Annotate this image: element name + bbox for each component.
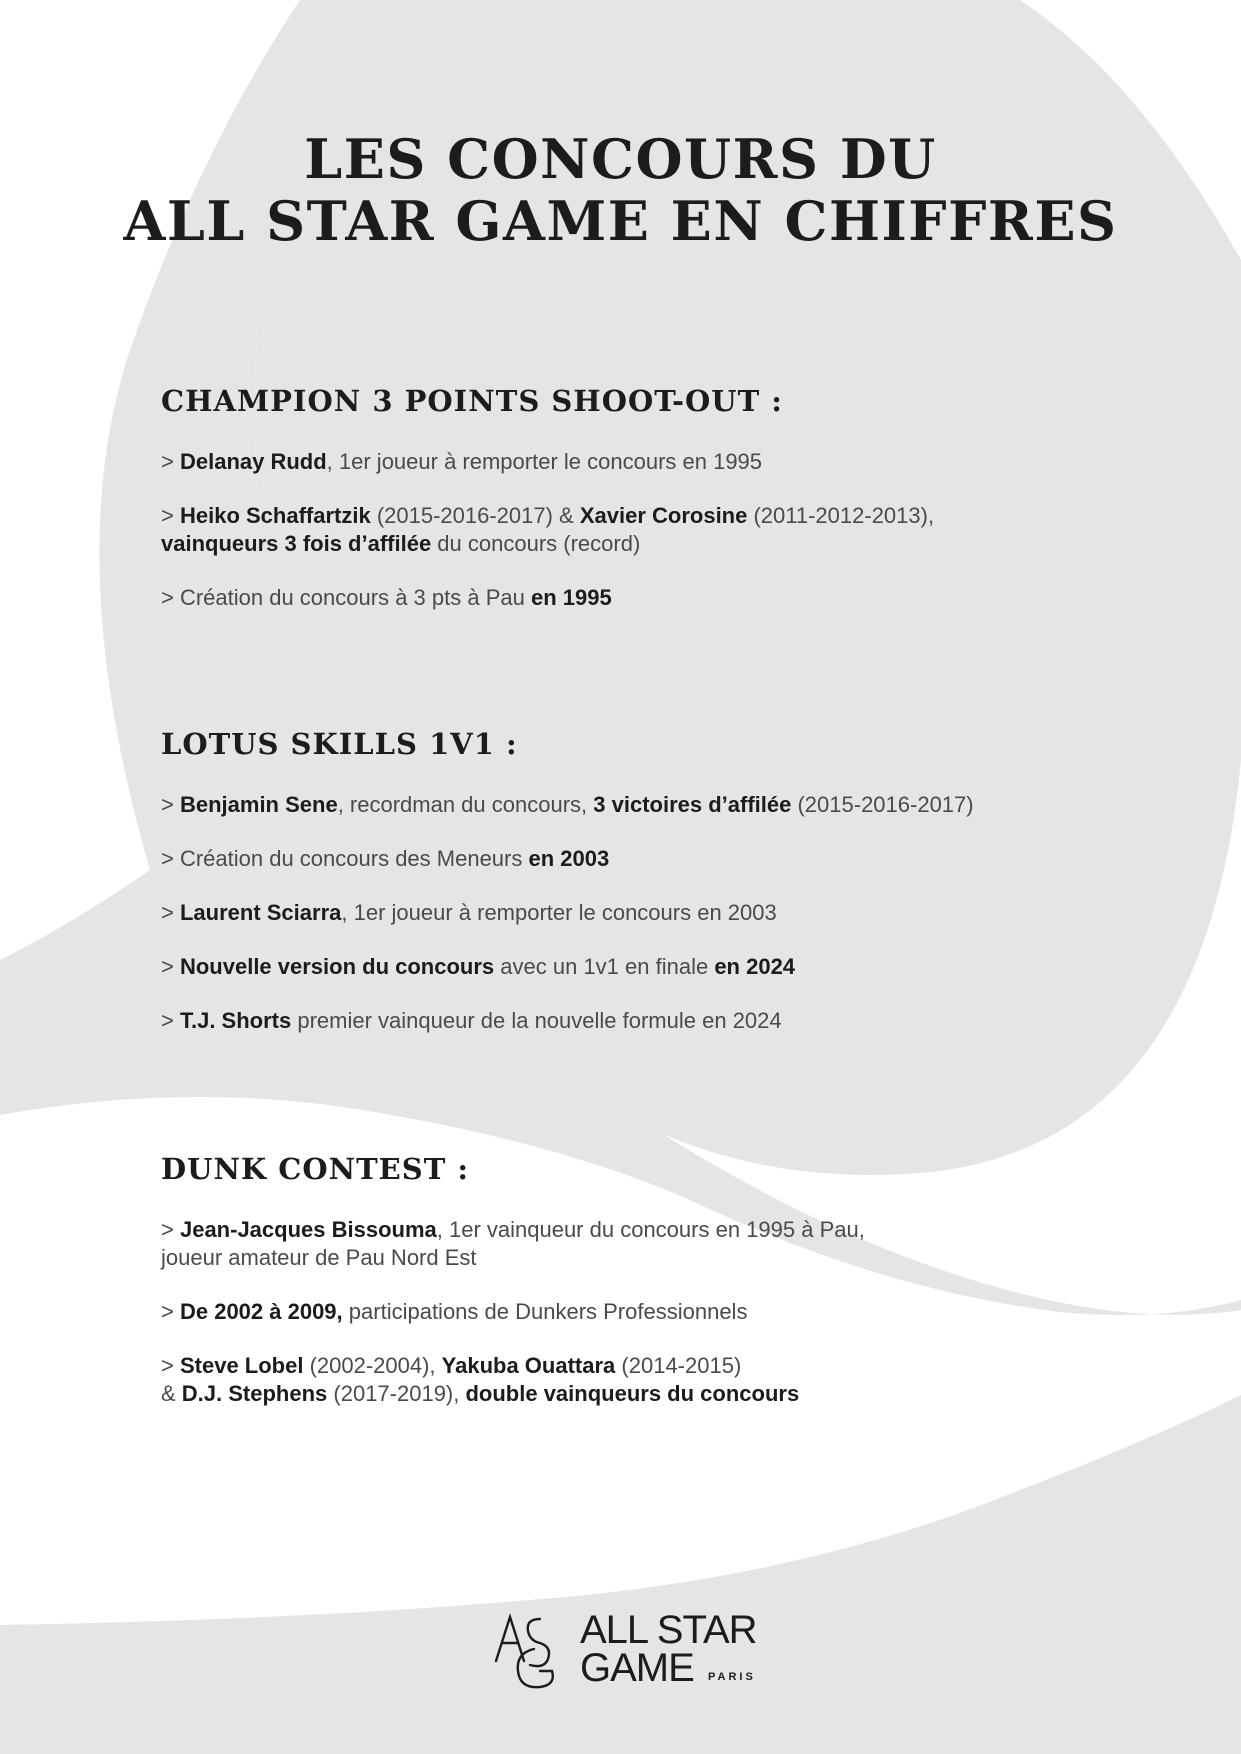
bold-text: Yakuba Ouattara	[441, 1353, 616, 1378]
logo-line-2: GAME	[580, 1646, 694, 1690]
section-heading: LOTUS SKILLS 1V1 :	[161, 727, 518, 761]
list-item	[161, 899, 1121, 927]
text-run: , recordman du concours,	[337, 792, 594, 817]
page-title	[0, 128, 1241, 252]
text-run: >	[161, 1353, 180, 1378]
page-title-line-2: ALL STAR GAME EN CHIFFRES	[123, 189, 1118, 253]
asg-monogram-icon	[490, 1609, 562, 1693]
list-item	[161, 953, 1121, 981]
section-3-points	[161, 384, 1121, 638]
text-run: du concours (record)	[431, 531, 641, 556]
section-skills-1v1	[161, 727, 1121, 1061]
text-run: > Création du concours des Meneurs	[161, 846, 529, 871]
all-star-game-logo	[490, 1605, 770, 1695]
bold-text: Steve Lobel	[179, 1353, 304, 1378]
bold-text: Nouvelle version du concours	[179, 954, 495, 979]
bold-text: 3 victoires d’affilée	[593, 792, 792, 817]
text-run: >	[161, 900, 180, 925]
section-dunk-contest	[161, 1152, 1121, 1434]
list-item	[161, 1216, 1121, 1272]
text-run: >	[161, 1008, 180, 1033]
page-title-line-1: LES CONCOURS DU	[304, 127, 937, 191]
logo-city: PARIS	[708, 1671, 756, 1683]
text-run: (2011-2012-2013),	[747, 503, 935, 528]
bold-text: vainqueurs 3 fois d’affilée	[161, 531, 432, 556]
list-item	[161, 845, 1121, 873]
bold-text: De 2002 à 2009,	[179, 1299, 343, 1324]
list-item	[161, 791, 1121, 819]
text-run: >	[161, 954, 180, 979]
text-run: > Création du concours à 3 pts à Pau	[161, 585, 531, 610]
text-run: >	[161, 1299, 180, 1324]
bold-text: en 1995	[530, 585, 612, 610]
text-run: (2002-2004),	[303, 1353, 442, 1378]
list-item	[161, 502, 1121, 558]
section-heading: CHAMPION 3 POINTS SHOOT-OUT :	[161, 384, 783, 418]
list-item	[161, 1352, 1121, 1408]
text-run: (2014-2015)	[615, 1353, 742, 1378]
text-run: >	[161, 449, 180, 474]
text-run: avec un 1v1 en finale	[494, 954, 715, 979]
bold-text: double vainqueurs du concours	[465, 1381, 800, 1406]
list-item	[161, 584, 1121, 612]
bold-text: en 2003	[528, 846, 610, 871]
text-run: , 1er joueur à remporter le concours en 2003	[341, 900, 777, 925]
text-run: &	[161, 1381, 182, 1406]
bold-text: Jean-Jacques Bissouma	[179, 1217, 437, 1242]
text-run: >	[161, 503, 180, 528]
text-run: joueur amateur de Pau Nord Est	[161, 1245, 477, 1270]
bold-text: Delanay Rudd	[179, 449, 327, 474]
text-run: >	[161, 792, 180, 817]
text-run: (2015-2016-2017) &	[370, 503, 580, 528]
bold-text: Heiko Schaffartzik	[179, 503, 371, 528]
section-heading: DUNK CONTEST :	[161, 1152, 470, 1186]
bold-text: D.J. Stephens	[181, 1381, 328, 1406]
list-item	[161, 1298, 1121, 1326]
text-run: , 1er joueur à remporter le concours en 1995	[326, 449, 763, 474]
text-run: , 1er vainqueur du concours en 1995 à Pau,	[436, 1217, 865, 1242]
bold-text: Benjamin Sene	[179, 792, 338, 817]
bold-text: T.J. Shorts	[179, 1008, 292, 1033]
bold-text: Laurent Sciarra	[179, 900, 342, 925]
text-run: (2017-2019),	[327, 1381, 466, 1406]
list-item	[161, 448, 1121, 476]
text-run: participations de Dunkers Professionnels	[342, 1299, 748, 1324]
list-item	[161, 1007, 1121, 1035]
text-run: (2015-2016-2017)	[791, 792, 974, 817]
logo-line-1: ALL STAR	[580, 1608, 757, 1652]
text-run: premier vainqueur de la nouvelle formule en 2024	[291, 1008, 782, 1033]
bold-text: Xavier Corosine	[579, 503, 748, 528]
text-run: >	[161, 1217, 180, 1242]
bold-text: en 2024	[714, 954, 796, 979]
